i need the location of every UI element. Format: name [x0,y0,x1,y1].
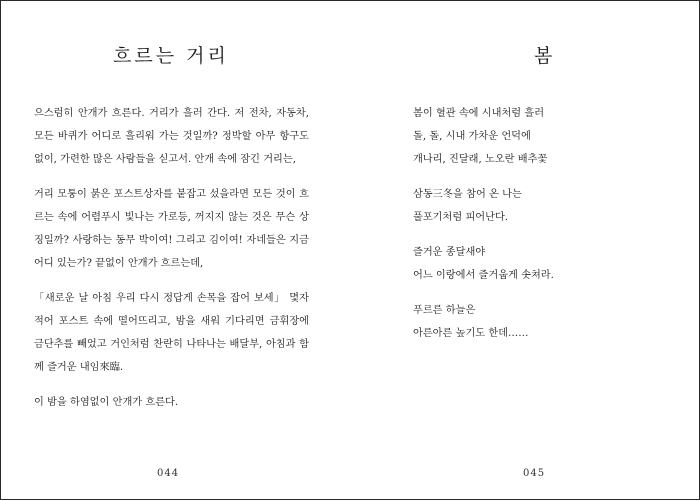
poem-title: 흐르는 거리 [113,45,229,67]
left-page [1,1,351,501]
stanza [413,102,663,171]
stanza [413,299,663,345]
stanza [413,241,663,287]
paragraph: 거리 모퉁이 붉은 포스트상자를 붙잡고 섰을라면 모든 것이 흐르는 속에 어렴푸시 빛나는 가로등, 꺼지지 않는 것은 무슨 상징일까? 사랑하는 동무 박이여! 그리고 김이여! 자네들은 지금 어디 있는가? 끝없이 안개가 흐르는데, [34,189,309,269]
paragraph: 「새로운 날 아침 우리 다시 정답게 손목을 잡어 보세」 몇자 적어 포스트 속에 떨어뜨리고, 밤을 새워 기다리면 금휘장에 금단추를 빼었고 거인처럼 찬란히 나타나는 배달부, 아침과 함께 즐거운 내임來臨. [34,293,309,373]
page-number: 045 [523,468,546,479]
prose-body [34,102,309,426]
paragraph: 이 밤을 하염없이 안개가 흐른다. [34,397,179,408]
poem-line: 개나리, 진달래, 노오란 배추꽃 [413,154,548,165]
poem-line: 봄이 혈관 속에 시내처럼 흘러 [413,108,545,119]
poem-title: 봄 [534,45,556,67]
poem-line: 풀포기처럼 피어난다. [413,212,509,223]
stanza [413,183,663,229]
poem-line: 어느 이랑에서 즐거웁게 솟쳐라. [413,270,554,281]
paragraph: 으스럼히 안개가 흐른다. 거리가 흘러 간다. 저 전차, 자동차, 모든 바퀴가 어디로 흘리워 가는 것일까? 정박할 아무 항구도 없이, 가련한 많은 사람들을 싣고서. 안개 속에 잠긴 거리는, [34,108,309,165]
poem-body [413,102,663,357]
poem-line: 푸르른 하늘은 [413,305,476,316]
right-page [351,1,700,501]
poem-line: 삼동三冬을 참어 온 나는 [413,189,522,200]
poem-line: 즐거운 종달새야 [413,247,486,258]
poem-line: 아른아른 높기도 한데…… [413,328,529,339]
page-number: 044 [157,468,180,479]
poem-line: 돌, 돌, 시내 가차운 언덕에 [413,131,531,142]
